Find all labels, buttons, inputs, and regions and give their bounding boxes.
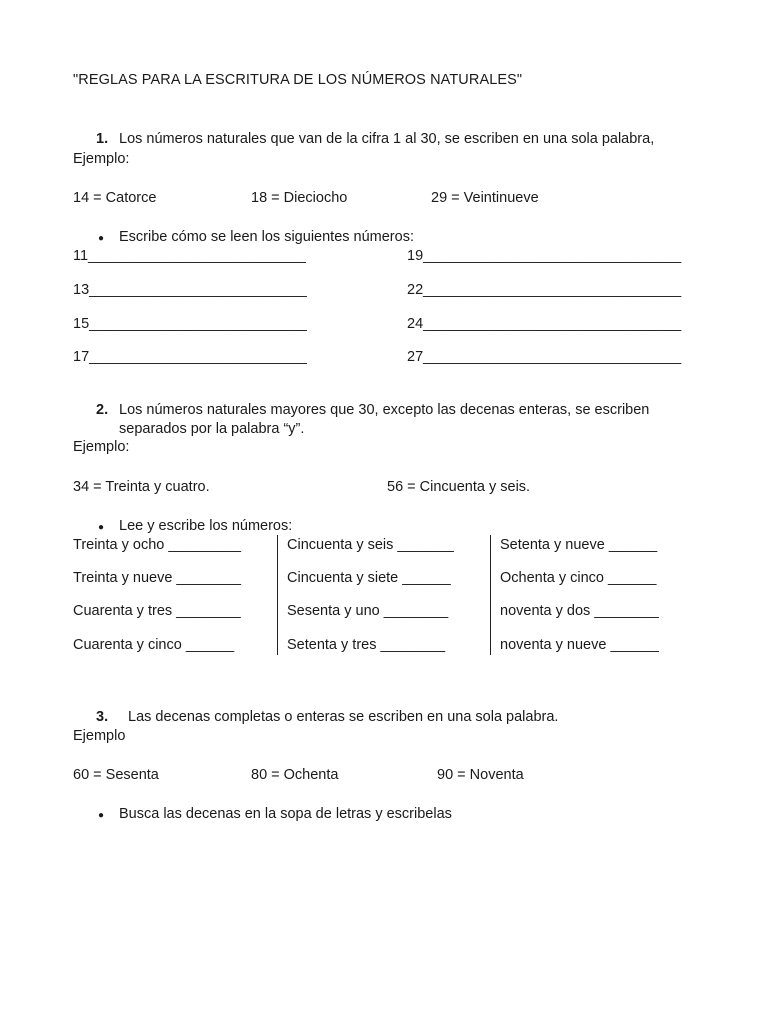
section-3-number: 3. [96, 709, 109, 725]
blank-setenta-y-nueve[interactable]: Setenta y nueve ______ [500, 537, 658, 553]
section-1-text: Los números naturales que van de la cifra 1 al 30, se escriben en una sola palabra, [119, 131, 655, 147]
blank-24[interactable]: 24________________________________ [407, 316, 682, 332]
section-2-text-line2: separados por la palabra “y”. [119, 421, 305, 437]
blank-treinta-y-ocho[interactable]: Treinta y ocho _________ [73, 537, 241, 553]
section-2-instruction: Lee y escribe los números: [119, 518, 293, 534]
blank-11[interactable]: 11___________________________ [73, 248, 306, 264]
column-divider [490, 535, 491, 655]
example-14: 14 = Catorce [73, 190, 157, 206]
example-29: 29 = Veintinueve [431, 190, 539, 206]
section-1-example-label: Ejemplo: [73, 151, 130, 167]
blank-cuarenta-y-cinco[interactable]: Cuarenta y cinco ______ [73, 637, 235, 653]
section-2-number: 2. [96, 402, 109, 418]
section-2-example-label: Ejemplo: [73, 439, 130, 455]
page-title: "REGLAS PARA LA ESCRITURA DE LOS NÚMEROS NATURALES" [73, 72, 523, 88]
bullet-icon: ● [98, 233, 105, 244]
blank-noventa-y-dos[interactable]: noventa y dos ________ [500, 603, 659, 619]
blank-ochenta-y-cinco[interactable]: Ochenta y cinco ______ [500, 570, 657, 586]
bullet-icon: ● [98, 810, 105, 821]
section-1-instruction: Escribe cómo se leen los siguientes números: [119, 229, 414, 245]
blank-22[interactable]: 22________________________________ [407, 282, 682, 298]
blank-17[interactable]: 17___________________________ [73, 349, 307, 365]
blank-cincuenta-y-seis[interactable]: Cincuenta y seis _______ [287, 537, 454, 553]
section-3-text: Las decenas completas o enteras se escriben en una sola palabra. [128, 709, 559, 725]
example-56: 56 = Cincuenta y seis. [387, 479, 531, 495]
bullet-icon: ● [98, 522, 105, 533]
section-1-number: 1. [96, 131, 109, 147]
section-3-instruction: Busca las decenas en la sopa de letras y escribelas [119, 806, 452, 822]
blank-noventa-y-nueve[interactable]: noventa y nueve ______ [500, 637, 659, 653]
column-divider [277, 535, 278, 655]
blank-cincuenta-y-siete[interactable]: Cincuenta y siete ______ [287, 570, 451, 586]
blank-cuarenta-y-tres[interactable]: Cuarenta y tres ________ [73, 603, 241, 619]
blank-sesenta-y-uno[interactable]: Sesenta y uno ________ [287, 603, 449, 619]
blank-19[interactable]: 19________________________________ [407, 248, 682, 264]
section-3-example-label: Ejemplo [73, 728, 126, 744]
blank-27[interactable]: 27________________________________ [407, 349, 682, 365]
example-80: 80 = Ochenta [251, 767, 339, 783]
blank-setenta-y-tres[interactable]: Setenta y tres ________ [287, 637, 446, 653]
example-60: 60 = Sesenta [73, 767, 159, 783]
example-34: 34 = Treinta y cuatro. [73, 479, 210, 495]
example-18: 18 = Dieciocho [251, 190, 348, 206]
blank-15[interactable]: 15___________________________ [73, 316, 307, 332]
blank-treinta-y-nueve[interactable]: Treinta y nueve ________ [73, 570, 241, 586]
blank-13[interactable]: 13___________________________ [73, 282, 307, 298]
example-90: 90 = Noventa [437, 767, 524, 783]
section-2-text-line1: Los números naturales mayores que 30, excepto las decenas enteras, se escriben [119, 402, 650, 418]
